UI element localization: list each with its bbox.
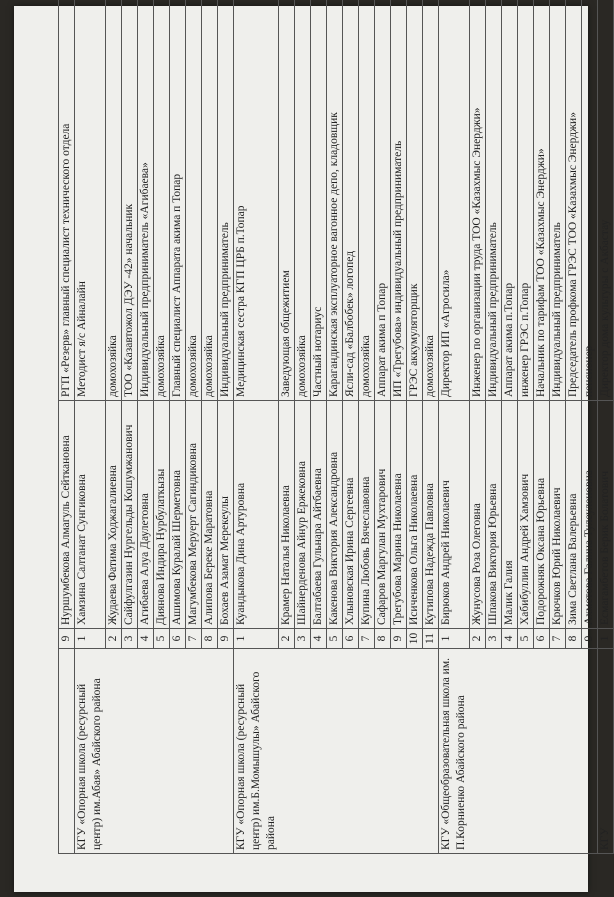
member-name: Сафаров Маргулан Мухтарович [375,401,391,629]
table-row [75,0,106,854]
table-row [423,0,439,854]
table-row [233,0,279,854]
organization-cell [137,649,153,854]
member-name: Сайфулгазин Нургельды Кошумжанович [121,401,137,629]
table-row [501,0,517,854]
table-row [217,0,233,854]
member-name: Есмагамбетов Берик Болатович [597,401,613,629]
member-position: Методист я/с Айналайн [75,0,106,401]
organization-cell [375,649,391,854]
member-position: Инженер по организации труда ТОО «Казахмыс Энерджи» [469,0,485,401]
member-position: домохозяйка [295,0,311,401]
organization-cell [501,649,517,854]
table-row [359,0,375,854]
member-position: Индивидуальный предприниматель [485,0,501,401]
table-row [517,0,533,854]
table-row [295,0,311,854]
member-name: Бирюков Андрей Николаевич [439,401,470,629]
member-name: Подорожняк Оксана Юрьевна [533,401,549,629]
row-number: 1 [439,629,470,649]
member-name: Исиченкова Ольга Николаевна [407,401,423,629]
member-position: домохозяйка [153,0,169,401]
member-name: Балтабаева Гульнара Айтбаевна [311,401,327,629]
row-number: 4 [137,629,153,649]
organization-cell [423,649,439,854]
member-position: инженер ГРЭС п.Топар [517,0,533,401]
member-position: домохозяйка [359,0,375,401]
table-row [201,0,217,854]
organization-cell: КГУ «Опорная школа (ресурсный центр) им.Абая» Абайского района [75,649,106,854]
row-number: 1 [597,629,613,649]
member-name: Жунусова Роза Олеговна [469,401,485,629]
member-name: Крамер Наталья Николаевна [279,401,295,629]
rotated-content [58,0,611,854]
row-number: 8 [201,629,217,649]
member-position: Директор дома культуры с Акбастау [597,0,613,401]
row-number: 1 [233,629,279,649]
table-row [469,0,485,854]
member-position: ИП «Трегубова» индивидуальный предприниматель [391,0,407,401]
row-number: 2 [105,629,121,649]
table-row [279,0,295,854]
member-name: Крючков Юрий Николаевич [549,401,565,629]
table-row [137,0,153,854]
member-name: Ахметова Галина Тулеуленовна [581,401,597,629]
member-position: Аппарат акима п.Топар [501,0,517,401]
table-row [169,0,185,854]
table-row [153,0,169,854]
member-position: Индивидуальный предприниматель «Агибаева» [137,0,153,401]
table-row [185,0,201,854]
table-row [375,0,391,854]
row-number: 3 [485,629,501,649]
table-row [327,0,343,854]
organization-cell [153,649,169,854]
row-number: 2 [279,629,295,649]
member-name: Купина Любовь Вячеславовна [359,401,375,629]
member-name: Хамзина Салтанат Сунгиковна [75,401,106,629]
organization-cell [311,649,327,854]
member-name: Шпакова Виктория Юрьевна [485,401,501,629]
table-row [343,0,359,854]
row-number: 8 [565,629,581,649]
organization-cell: КГУ [597,649,613,854]
organization-cell [517,649,533,854]
member-name: Жудаева Фатима Ходжагалиевна [105,401,121,629]
member-name: Малик Галия [501,401,517,629]
table-row [533,0,549,854]
organization-cell [59,649,75,854]
organization-cell: КГУ «Общеобразовательная школа им. П.Корниенко Абайского района [439,649,470,854]
member-position: Главный специалист Аппарата акима п Топар [169,0,185,401]
row-number: 7 [359,629,375,649]
member-position: Директор ИП «Агросила» [439,0,470,401]
organization-cell [327,649,343,854]
row-number: 3 [121,629,137,649]
member-name: Ашимова Куралай Шерметовна [169,401,185,629]
member-position: Индивидуальный предприниматель [549,0,565,401]
member-name: Агибаева Алуа Даулетовна [137,401,153,629]
row-number: 5 [153,629,169,649]
organization-cell [533,649,549,854]
members-table-body [59,0,614,854]
row-number: 3 [295,629,311,649]
member-position: домохозяйка [423,0,439,401]
table-row [311,0,327,854]
member-name: Нуршумбекова Алмагуль Сейткановна [59,401,75,629]
organization-cell: КГУ «Опорная школа (ресурсный центр) им.Б.Момышулы» Абайского района [233,649,279,854]
member-position: Частный нотариус [311,0,327,401]
organization-cell [549,649,565,854]
organization-cell [407,649,423,854]
member-position: ТОО «Казавтожол ДЭУ -42» начальник [121,0,137,401]
organization-cell [565,649,581,854]
table-row [597,0,613,854]
member-position: Начальник по тарифам ТОО «Казахмыс Энерджи» [533,0,549,401]
member-name: Кутипова Надежда Павловна [423,401,439,629]
table-row [565,0,581,854]
row-number: 7 [549,629,565,649]
member-name: Хлыновская Ирина Сергеевна [343,401,359,629]
table-row [485,0,501,854]
member-position: Индивидуальный предприниматель [217,0,233,401]
organization-cell [185,649,201,854]
member-position: ГРЭС аккумуляторщик [407,0,423,401]
row-number: 9 [59,629,75,649]
row-number: 11 [423,629,439,649]
organization-cell [581,649,597,854]
table-row [407,0,423,854]
table-row [105,0,121,854]
member-name: Магумбекова Меруерт Сагиндиковна [185,401,201,629]
member-position: Ясли-сад «Балбобек» логопед [343,0,359,401]
organization-cell [391,649,407,854]
organization-cell [469,649,485,854]
member-name: Диянова Индира Нурбулаткызы [153,401,169,629]
member-position: домохозяйка [201,0,217,401]
member-position: Председатель профкома ГРЭС ТОО «Казахмыс Энерджи» [565,0,581,401]
member-position: Аппарат акима п Топар [375,0,391,401]
member-position: домохозяйка [105,0,121,401]
organization-cell [121,649,137,854]
member-name: Бохаев Азамат Мерекеулы [217,401,233,629]
member-position: домохозяйка [185,0,201,401]
table-row [581,0,597,854]
row-number: 9 [391,629,407,649]
row-number: 5 [517,629,533,649]
table-row [391,0,407,854]
member-name: Хабибуллин Андрей Хамзович [517,401,533,629]
member-name: Куандыкова Дина Артуровна [233,401,279,629]
member-position: Заведующая общежитием [279,0,295,401]
table-row [439,0,470,854]
member-name: Алипова Береке Маратовна [201,401,217,629]
organization-cell [169,649,185,854]
member-position: РГП «Резерв» главный специалист технического отдела [59,0,75,401]
organization-cell [295,649,311,854]
row-number: 7 [185,629,201,649]
row-number: 4 [501,629,517,649]
member-position: Карагандинская эксплуаторное вагонное депо, кладовщик [327,0,343,401]
row-number: 2 [469,629,485,649]
organization-cell [201,649,217,854]
member-name: Зима Светлана Валерьевна [565,401,581,629]
organization-cell [359,649,375,854]
organization-cell [343,649,359,854]
organization-cell [217,649,233,854]
table-row [121,0,137,854]
row-number: 9 [581,629,597,649]
member-name: Шайнерденова Айнур Ержековна [295,401,311,629]
row-number: 4 [311,629,327,649]
row-number: 5 [327,629,343,649]
member-position: пенсионер [581,0,597,401]
row-number: 6 [533,629,549,649]
row-number: 6 [169,629,185,649]
row-number: 8 [375,629,391,649]
row-number: 9 [217,629,233,649]
organization-cell [485,649,501,854]
document-page [14,6,611,892]
member-name: Трегубова Марина Николаевна [391,401,407,629]
table-row [549,0,565,854]
members-table [58,0,614,854]
member-name: Какенова Виктория Александровна [327,401,343,629]
table-row [59,0,75,854]
organization-cell [105,649,121,854]
row-number: 6 [343,629,359,649]
row-number: 1 [75,629,106,649]
row-number: 10 [407,629,423,649]
member-position: Медицинская сестра КГП ЦРБ п.Топар [233,0,279,401]
organization-cell [279,649,295,854]
